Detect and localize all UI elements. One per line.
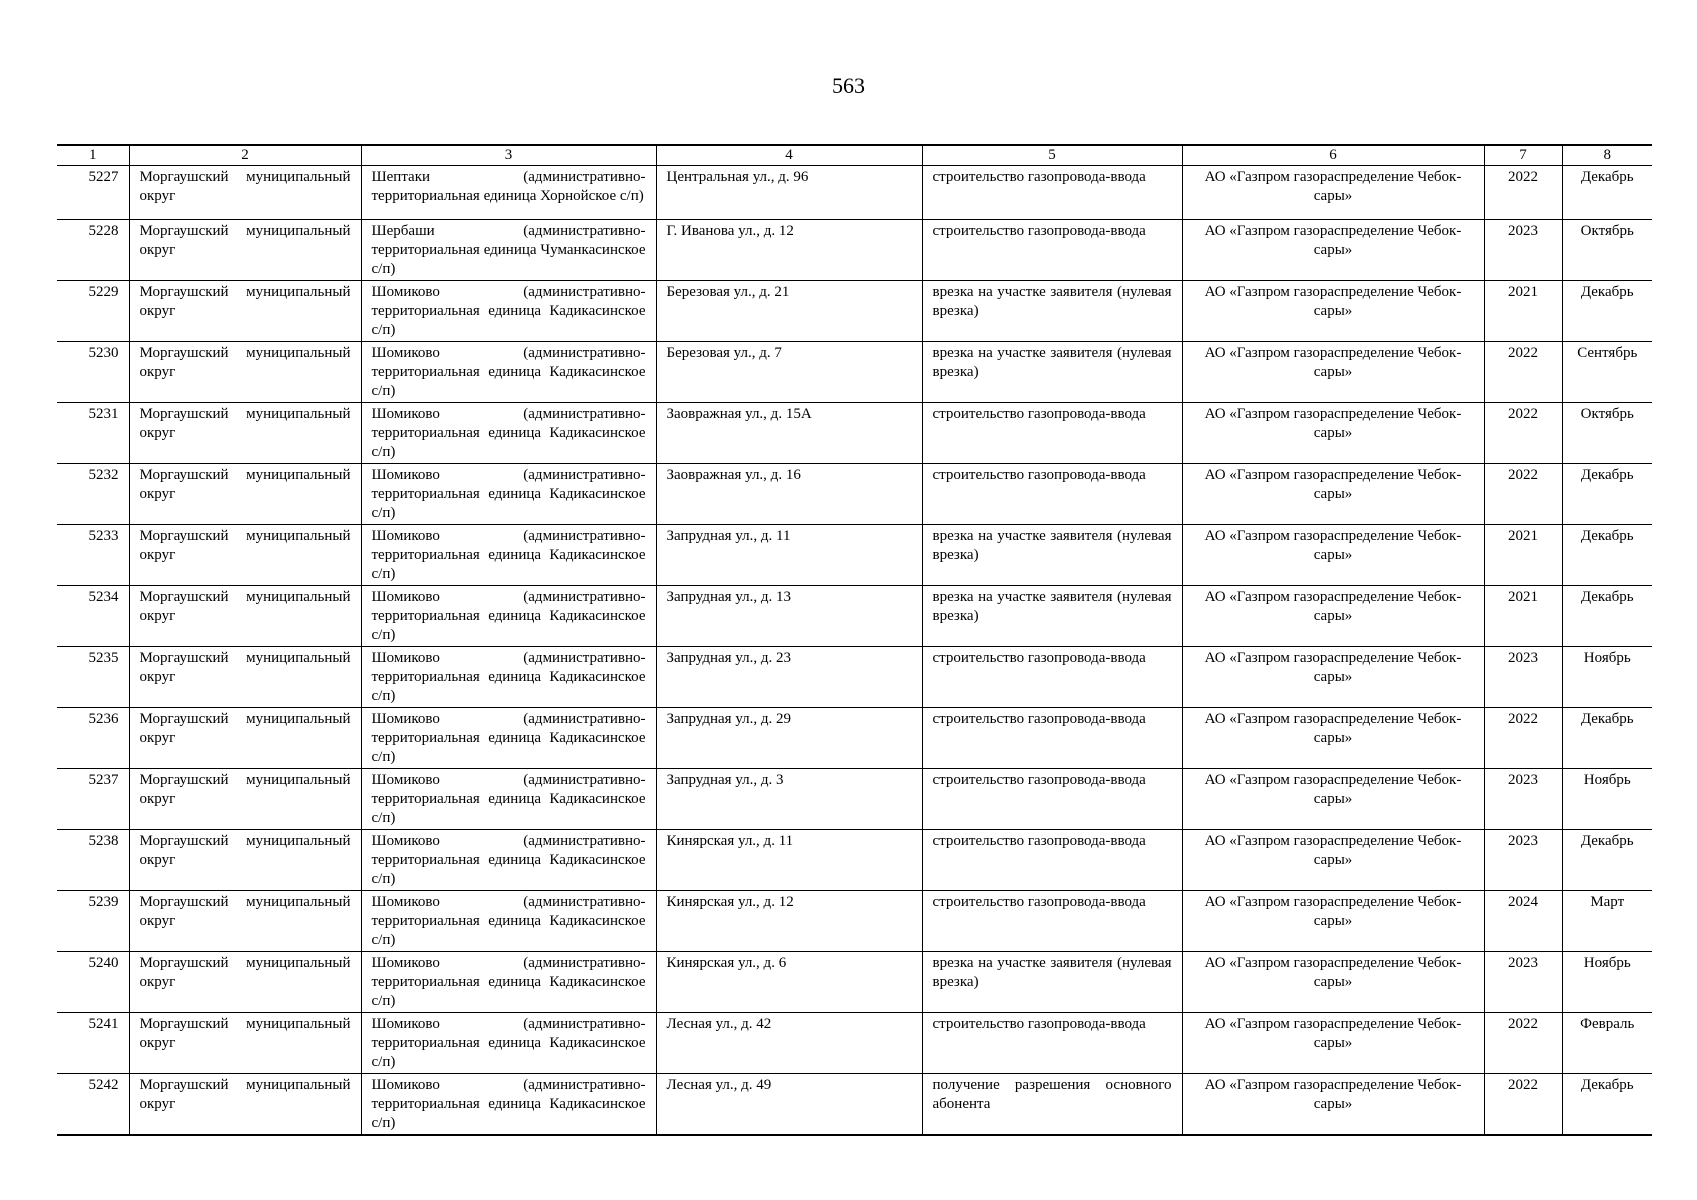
work-type-cell: врезка на участке заявителя (нулевая врезка) bbox=[922, 952, 1182, 1013]
settlement-cell: Шептаки (административно-территориальная единица Хорнойское с/п) bbox=[361, 166, 656, 220]
settlement-cell: Шомиково (административно-территориальная единица Кадикасинское с/п) bbox=[361, 342, 656, 403]
organization-cell: АО «Газпром газораспределение Чебоксары» bbox=[1182, 830, 1484, 891]
table-body bbox=[57, 166, 1652, 1136]
month-cell: Декабрь bbox=[1562, 281, 1652, 342]
work-type-cell: строительство газопровода-ввода bbox=[922, 769, 1182, 830]
header-row bbox=[57, 145, 1652, 166]
column-header: 2 bbox=[129, 145, 361, 166]
row-number: 5235 bbox=[57, 647, 129, 708]
settlement-cell: Шомиково (административно-территориальная единица Кадикасинское с/п) bbox=[361, 647, 656, 708]
column-header: 4 bbox=[656, 145, 922, 166]
month-cell: Декабрь bbox=[1562, 1074, 1652, 1136]
work-type-cell: строительство газопровода-ввода bbox=[922, 647, 1182, 708]
settlement-cell: Шомиково (административно-территориальная единица Кадикасинское с/п) bbox=[361, 281, 656, 342]
row-number: 5240 bbox=[57, 952, 129, 1013]
year-cell: 2023 bbox=[1484, 220, 1562, 281]
month-cell: Октябрь bbox=[1562, 403, 1652, 464]
address-cell: Кинярская ул., д. 12 bbox=[656, 891, 922, 952]
municipality-cell: Моргаушский муниципальный округ bbox=[129, 220, 361, 281]
table-row bbox=[57, 166, 1652, 220]
address-cell: Запрудная ул., д. 13 bbox=[656, 586, 922, 647]
month-cell: Сентябрь bbox=[1562, 342, 1652, 403]
row-number: 5230 bbox=[57, 342, 129, 403]
page-number: 563 bbox=[832, 73, 865, 98]
month-cell: Февраль bbox=[1562, 1013, 1652, 1074]
year-cell: 2023 bbox=[1484, 830, 1562, 891]
municipality-cell: Моргаушский муниципальный округ bbox=[129, 708, 361, 769]
work-type-cell: врезка на участке заявителя (нулевая врезка) bbox=[922, 586, 1182, 647]
table-header bbox=[57, 145, 1652, 166]
organization-cell: АО «Газпром газораспределение Чебоксары» bbox=[1182, 891, 1484, 952]
municipality-cell: Моргаушский муниципальный округ bbox=[129, 891, 361, 952]
year-cell: 2022 bbox=[1484, 708, 1562, 769]
month-cell: Декабрь bbox=[1562, 166, 1652, 220]
work-type-cell: врезка на участке заявителя (нулевая врезка) bbox=[922, 281, 1182, 342]
month-cell: Ноябрь bbox=[1562, 769, 1652, 830]
settlement-cell: Шомиково (административно-территориальная единица Кадикасинское с/п) bbox=[361, 464, 656, 525]
row-number: 5236 bbox=[57, 708, 129, 769]
row-number: 5239 bbox=[57, 891, 129, 952]
month-cell: Декабрь bbox=[1562, 525, 1652, 586]
organization-cell: АО «Газпром газораспределение Чебоксары» bbox=[1182, 166, 1484, 220]
work-type-cell: строительство газопровода-ввода bbox=[922, 830, 1182, 891]
table-row bbox=[57, 891, 1652, 952]
year-cell: 2023 bbox=[1484, 647, 1562, 708]
table-row bbox=[57, 525, 1652, 586]
row-number: 5241 bbox=[57, 1013, 129, 1074]
year-cell: 2022 bbox=[1484, 166, 1562, 220]
table-row bbox=[57, 586, 1652, 647]
settlement-cell: Шомиково (административно-территориальная единица Кадикасинское с/п) bbox=[361, 708, 656, 769]
address-cell: Кинярская ул., д. 11 bbox=[656, 830, 922, 891]
address-cell: Лесная ул., д. 42 bbox=[656, 1013, 922, 1074]
municipality-cell: Моргаушский муниципальный округ bbox=[129, 952, 361, 1013]
address-cell: Центральная ул., д. 96 bbox=[656, 166, 922, 220]
address-cell: Запрудная ул., д. 23 bbox=[656, 647, 922, 708]
municipality-cell: Моргаушский муниципальный округ bbox=[129, 342, 361, 403]
year-cell: 2021 bbox=[1484, 525, 1562, 586]
month-cell: Ноябрь bbox=[1562, 647, 1652, 708]
table-row bbox=[57, 464, 1652, 525]
row-number: 5232 bbox=[57, 464, 129, 525]
month-cell: Ноябрь bbox=[1562, 952, 1652, 1013]
organization-cell: АО «Газпром газораспределение Чебоксары» bbox=[1182, 1074, 1484, 1136]
column-header: 1 bbox=[57, 145, 129, 166]
gas-connection-table bbox=[57, 144, 1652, 1136]
column-header: 8 bbox=[1562, 145, 1652, 166]
table-row bbox=[57, 708, 1652, 769]
municipality-cell: Моргаушский муниципальный округ bbox=[129, 647, 361, 708]
row-number: 5238 bbox=[57, 830, 129, 891]
municipality-cell: Моргаушский муниципальный округ bbox=[129, 525, 361, 586]
municipality-cell: Моргаушский муниципальный округ bbox=[129, 403, 361, 464]
settlement-cell: Шомиково (административно-территориальная единица Кадикасинское с/п) bbox=[361, 1074, 656, 1136]
row-number: 5234 bbox=[57, 586, 129, 647]
work-type-cell: строительство газопровода-ввода bbox=[922, 166, 1182, 220]
address-cell: Лесная ул., д. 49 bbox=[656, 1074, 922, 1136]
month-cell: Март bbox=[1562, 891, 1652, 952]
address-cell: Заовражная ул., д. 15А bbox=[656, 403, 922, 464]
year-cell: 2022 bbox=[1484, 1074, 1562, 1136]
work-type-cell: строительство газопровода-ввода bbox=[922, 403, 1182, 464]
table-row bbox=[57, 281, 1652, 342]
organization-cell: АО «Газпром газораспределение Чебоксары» bbox=[1182, 220, 1484, 281]
column-header: 5 bbox=[922, 145, 1182, 166]
table-row bbox=[57, 220, 1652, 281]
work-type-cell: получение разрешения основного абонента bbox=[922, 1074, 1182, 1136]
address-cell: Запрудная ул., д. 3 bbox=[656, 769, 922, 830]
address-cell: Г. Иванова ул., д. 12 bbox=[656, 220, 922, 281]
work-type-cell: строительство газопровода-ввода bbox=[922, 220, 1182, 281]
organization-cell: АО «Газпром газораспределение Чебоксары» bbox=[1182, 586, 1484, 647]
address-cell: Запрудная ул., д. 29 bbox=[656, 708, 922, 769]
settlement-cell: Шомиково (административно-территориальная единица Кадикасинское с/п) bbox=[361, 952, 656, 1013]
row-number: 5228 bbox=[57, 220, 129, 281]
municipality-cell: Моргаушский муниципальный округ bbox=[129, 281, 361, 342]
address-cell: Заовражная ул., д. 16 bbox=[656, 464, 922, 525]
municipality-cell: Моргаушский муниципальный округ bbox=[129, 586, 361, 647]
settlement-cell: Шомиково (административно-территориальная единица Кадикасинское с/п) bbox=[361, 891, 656, 952]
work-type-cell: врезка на участке заявителя (нулевая врезка) bbox=[922, 525, 1182, 586]
work-type-cell: строительство газопровода-ввода bbox=[922, 1013, 1182, 1074]
year-cell: 2023 bbox=[1484, 769, 1562, 830]
year-cell: 2022 bbox=[1484, 464, 1562, 525]
row-number: 5233 bbox=[57, 525, 129, 586]
organization-cell: АО «Газпром газораспределение Чебоксары» bbox=[1182, 952, 1484, 1013]
settlement-cell: Шомиково (административно-территориальная единица Кадикасинское с/п) bbox=[361, 525, 656, 586]
work-type-cell: врезка на участке заявителя (нулевая врезка) bbox=[922, 342, 1182, 403]
column-header: 6 bbox=[1182, 145, 1484, 166]
organization-cell: АО «Газпром газораспределение Чебоксары» bbox=[1182, 281, 1484, 342]
settlement-cell: Шербаши (административно-территориальная единица Чуманкасинское с/п) bbox=[361, 220, 656, 281]
settlement-cell: Шомиково (административно-территориальная единица Кадикасинское с/п) bbox=[361, 586, 656, 647]
column-header: 7 bbox=[1484, 145, 1562, 166]
address-cell: Запрудная ул., д. 11 bbox=[656, 525, 922, 586]
table-row bbox=[57, 952, 1652, 1013]
row-number: 5231 bbox=[57, 403, 129, 464]
settlement-cell: Шомиково (административно-территориальная единица Кадикасинское с/п) bbox=[361, 1013, 656, 1074]
row-number: 5227 bbox=[57, 166, 129, 220]
settlement-cell: Шомиково (административно-территориальная единица Кадикасинское с/п) bbox=[361, 830, 656, 891]
month-cell: Декабрь bbox=[1562, 464, 1652, 525]
organization-cell: АО «Газпром газораспределение Чебоксары» bbox=[1182, 647, 1484, 708]
table-row bbox=[57, 1013, 1652, 1074]
organization-cell: АО «Газпром газораспределение Чебоксары» bbox=[1182, 769, 1484, 830]
row-number: 5229 bbox=[57, 281, 129, 342]
table-row bbox=[57, 342, 1652, 403]
table-row bbox=[57, 830, 1652, 891]
month-cell: Декабрь bbox=[1562, 586, 1652, 647]
address-cell: Березовая ул., д. 21 bbox=[656, 281, 922, 342]
organization-cell: АО «Газпром газораспределение Чебоксары» bbox=[1182, 525, 1484, 586]
settlement-cell: Шомиково (административно-территориальная единица Кадикасинское с/п) bbox=[361, 403, 656, 464]
work-type-cell: строительство газопровода-ввода bbox=[922, 708, 1182, 769]
address-cell: Кинярская ул., д. 6 bbox=[656, 952, 922, 1013]
row-number: 5242 bbox=[57, 1074, 129, 1136]
table-row bbox=[57, 1074, 1652, 1136]
year-cell: 2022 bbox=[1484, 403, 1562, 464]
work-type-cell: строительство газопровода-ввода bbox=[922, 891, 1182, 952]
organization-cell: АО «Газпром газораспределение Чебоксары» bbox=[1182, 403, 1484, 464]
municipality-cell: Моргаушский муниципальный округ bbox=[129, 1013, 361, 1074]
table-row bbox=[57, 403, 1652, 464]
municipality-cell: Моргаушский муниципальный округ bbox=[129, 166, 361, 220]
settlement-cell: Шомиково (административно-территориальная единица Кадикасинское с/п) bbox=[361, 769, 656, 830]
organization-cell: АО «Газпром газораспределение Чебоксары» bbox=[1182, 708, 1484, 769]
year-cell: 2023 bbox=[1484, 952, 1562, 1013]
work-type-cell: строительство газопровода-ввода bbox=[922, 464, 1182, 525]
year-cell: 2022 bbox=[1484, 342, 1562, 403]
organization-cell: АО «Газпром газораспределение Чебоксары» bbox=[1182, 464, 1484, 525]
row-number: 5237 bbox=[57, 769, 129, 830]
month-cell: Октябрь bbox=[1562, 220, 1652, 281]
column-header: 3 bbox=[361, 145, 656, 166]
address-cell: Березовая ул., д. 7 bbox=[656, 342, 922, 403]
municipality-cell: Моргаушский муниципальный округ bbox=[129, 464, 361, 525]
organization-cell: АО «Газпром газораспределение Чебоксары» bbox=[1182, 1013, 1484, 1074]
table-row bbox=[57, 769, 1652, 830]
month-cell: Декабрь bbox=[1562, 830, 1652, 891]
organization-cell: АО «Газпром газораспределение Чебоксары» bbox=[1182, 342, 1484, 403]
year-cell: 2022 bbox=[1484, 1013, 1562, 1074]
year-cell: 2024 bbox=[1484, 891, 1562, 952]
year-cell: 2021 bbox=[1484, 281, 1562, 342]
municipality-cell: Моргаушский муниципальный округ bbox=[129, 769, 361, 830]
municipality-cell: Моргаушский муниципальный округ bbox=[129, 830, 361, 891]
table-row bbox=[57, 647, 1652, 708]
month-cell: Декабрь bbox=[1562, 708, 1652, 769]
year-cell: 2021 bbox=[1484, 586, 1562, 647]
municipality-cell: Моргаушский муниципальный округ bbox=[129, 1074, 361, 1136]
